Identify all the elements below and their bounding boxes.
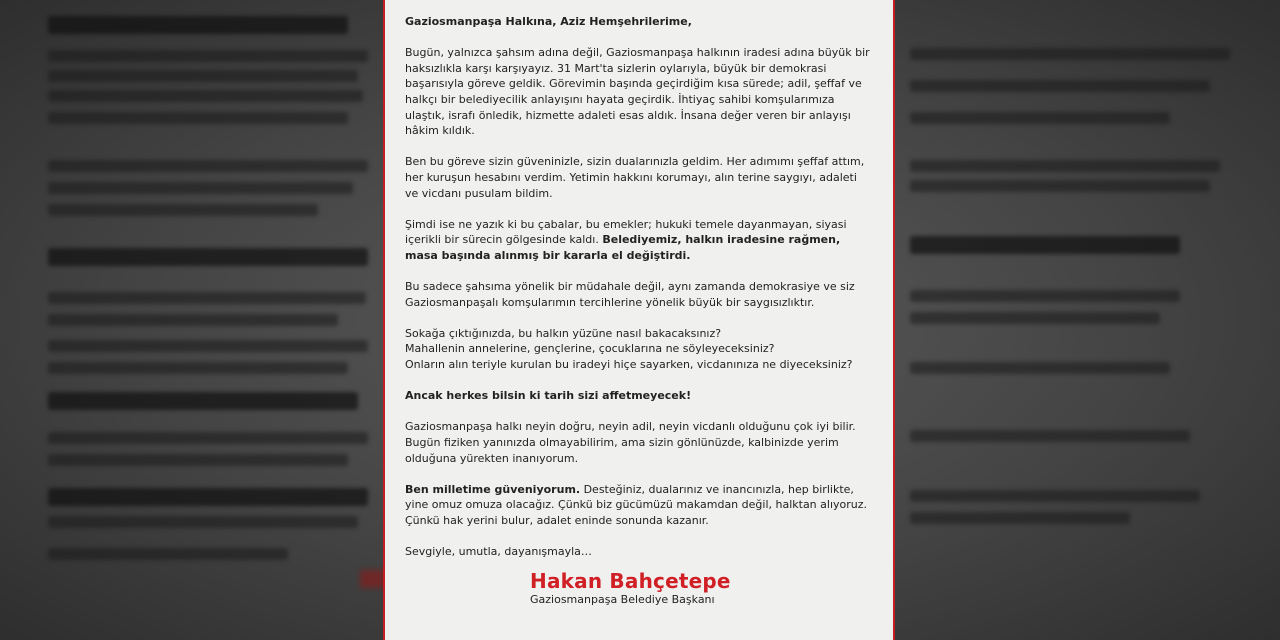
paragraph-8-text: Desteğiniz, dualarınız ve inancınızla, hep birlikte, yine omuz omuza olacağız. Çünkü biz gücümüzü makamdan değil, halktan alıyoruz. Çünkü hak yerini bulur, adalet eninde sonunda kazanır. [405, 482, 868, 527]
letter-paragraph-2: Ben bu göreve sizin güveninizle, sizin dualarınızla geldim. Her adımımı şeffaf attım, her kuruşun hesabını verdim. Yetimin hakkını korumayı, alın terine saygıyı, adaleti ve vicdanı pusulam bildim. [405, 155, 865, 200]
letter-closing: Sevgiyle, umutla, dayanışmayla… [405, 545, 592, 559]
question-line-2: Mahallenin annelerine, gençlerine, çocuklarına ne söyleyeceksiniz? [405, 342, 775, 356]
paragraph-8-bold-text: Ben milletime güveniyorum. [405, 482, 581, 496]
letter-greeting: Gaziosmanpaşa Halkına, Aziz Hemşehrilerime, [405, 15, 692, 28]
letter-paragraph-6: Ancak herkes bilsin ki tarih sizi affetmeyecek! [405, 389, 692, 403]
letter-paragraph-3 [405, 217, 873, 264]
signature-name: Hakan Bahçetepe [530, 569, 731, 593]
letter-paragraph-4: Bu sadece şahsıma yönelik bir müdahale değil, aynı zamanda demokrasiye ve siz Gaziosmanpaşalı komşularımın tercihlerine yönelik büyük bir saygısızlıktır. [405, 280, 855, 309]
signature-title: Gaziosmanpaşa Belediye Başkanı [530, 593, 715, 606]
letter-document [383, 0, 895, 640]
paragraph-3-bold-text: Belediyemiz, halkın iradesine rağmen, masa başında alınmış bir kararla el değiştirdi. [405, 233, 841, 262]
letter-paragraph-7: Gaziosmanpaşa halkı neyin doğru, neyin adil, neyin vicdanlı olduğunu çok iyi bilir. Bugün fiziken yanınızda olmayabilirim, ama sizin gönlünüzde, kalbinizde yerim olduğuna yürekten inanıyorum. [405, 420, 856, 465]
signature-block [530, 569, 731, 606]
letter-questions [405, 326, 873, 373]
letter-paragraph-8 [405, 482, 873, 529]
question-line-1: Sokağa çıktığınızda, bu halkın yüzüne nasıl bakacaksınız? [405, 326, 722, 340]
paragraph-3-text: Şimdi ise ne yazık ki bu çabalar, bu emekler; hukuki temele dayanmayan, siyasi içerikli bir sürecin gölgesinde kaldı. [405, 217, 847, 247]
question-line-3: Onların alın teriyle kurulan bu iradeyi hiçe sayarken, vicdanınıza ne diyeceksiniz? [405, 358, 853, 372]
letter-paragraph-1: Bugün, yalnızca şahsım adına değil, Gaziosmanpaşa halkının iradesi adına büyük bir haksızlıkla karşı karşıyayız. 31 Mart'ta sizlerin oylarıyla, büyük bir demokrasi başarısıyla göreve geldik. Görevimin başında geçirdiğim kısa sürede; adil, şeffaf ve halkçı bir belediyecilik anlayışını hayata geçirdik. İhtiyaç sahibi komşularımıza ulaştık, israfı önledik, hizmette adaleti esas aldık. İnsana değer veren bir anlayışı hâkim kıldık. [405, 46, 870, 138]
